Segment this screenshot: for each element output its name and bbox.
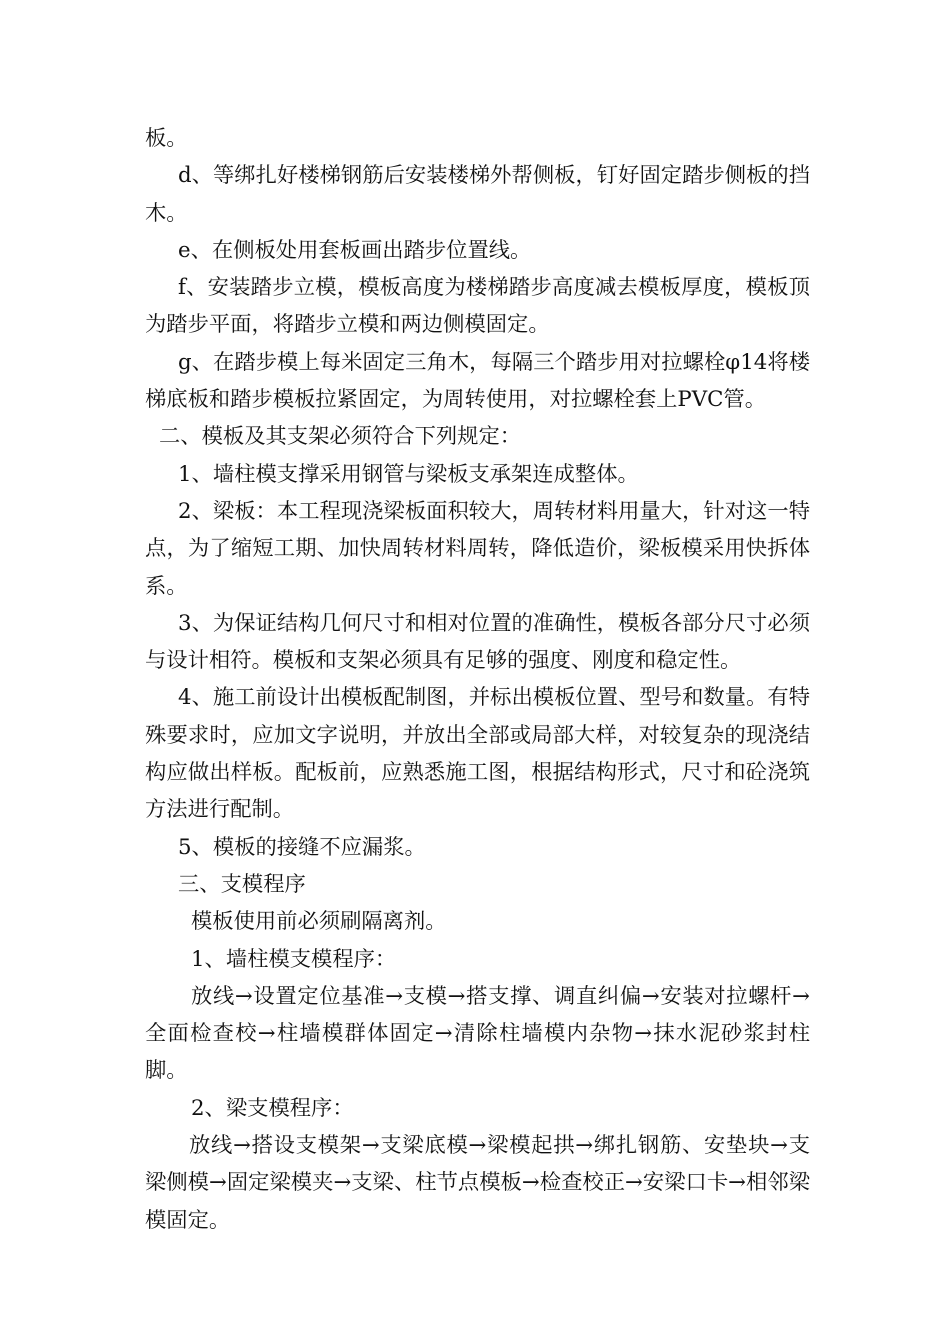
section-heading-3: 三、支模程序 (178, 871, 306, 897)
paragraph-rule-1: 1、墙柱模支撑采用钢管与梁板支承架连成整体。 (178, 461, 639, 487)
paragraph-step-g: g、在踏步模上每米固定三角木，每隔三个踏步用对拉螺栓φ14将楼梯底板和踏步模板拉紧固定，为周转使用，对拉螺栓套上PVC管。 (145, 349, 810, 413)
paragraph-rule-5: 5、模板的接缝不应漏浆。 (178, 834, 426, 860)
paragraph-rule-4: 4、施工前设计出模板配制图，并标出模板位置、型号和数量。有特殊要求时，应加文字说明，并放出全部或局部大样，对较复杂的现浇结构应做出样板。配板前，应熟悉施工图，根据结构形式，尺寸和砼浇筑方法进行配制。 (145, 685, 810, 823)
paragraph-step-f: f、安装踏步立模，模板高度为楼梯踏步高度减去模板厚度，模板顶为踏步平面，将踏步立模和两边侧模固定。 (145, 275, 810, 338)
paragraph-step-e: e、在侧板处用套板画出踏步位置线。 (178, 237, 532, 263)
paragraph-rule-2: 2、梁板：本工程现浇梁板面积较大，周转材料用量大，针对这一特点，为了缩短工期、加快周转材料周转，降低造价，梁板模采用快拆体系。 (145, 498, 810, 599)
subheading-wall-column: 1、墙柱模支模程序： (191, 946, 397, 972)
paragraph-wall-column-procedure: 放线→设置定位基准→支模→搭支撑、调直纠偏→安装对拉螺杆→全面检查校→柱墙模群体固定→清除柱墙模内杂物→抹水泥砂浆封柱脚。 (145, 983, 810, 1084)
paragraph-release-agent: 模板使用前必须刷隔离剂。 (191, 909, 447, 935)
section-heading-2: 二、模板及其支架必须符合下列规定： (159, 424, 522, 450)
paragraph-rule-3: 3、为保证结构几何尺寸和相对位置的准确性，模板各部分尺寸必须与设计相符。模板和支架必须具有足够的强度、刚度和稳定性。 (145, 610, 810, 674)
paragraph-beam-procedure: 放线→搭设支模架→支梁底模→梁模起拱→绑扎钢筋、安垫块→支梁侧模→固定梁模夹→支梁、柱节点模板→检查校正→安梁口卡→相邻梁模固定。 (145, 1133, 810, 1233)
paragraph-continuation: 板。 (145, 126, 188, 151)
paragraph-step-d: d、等绑扎好楼梯钢筋后安装楼梯外帮侧板，钉好固定踏步侧板的挡木。 (145, 163, 810, 226)
subheading-beam: 2、梁支模程序： (191, 1095, 354, 1121)
document-body (145, 120, 810, 1239)
